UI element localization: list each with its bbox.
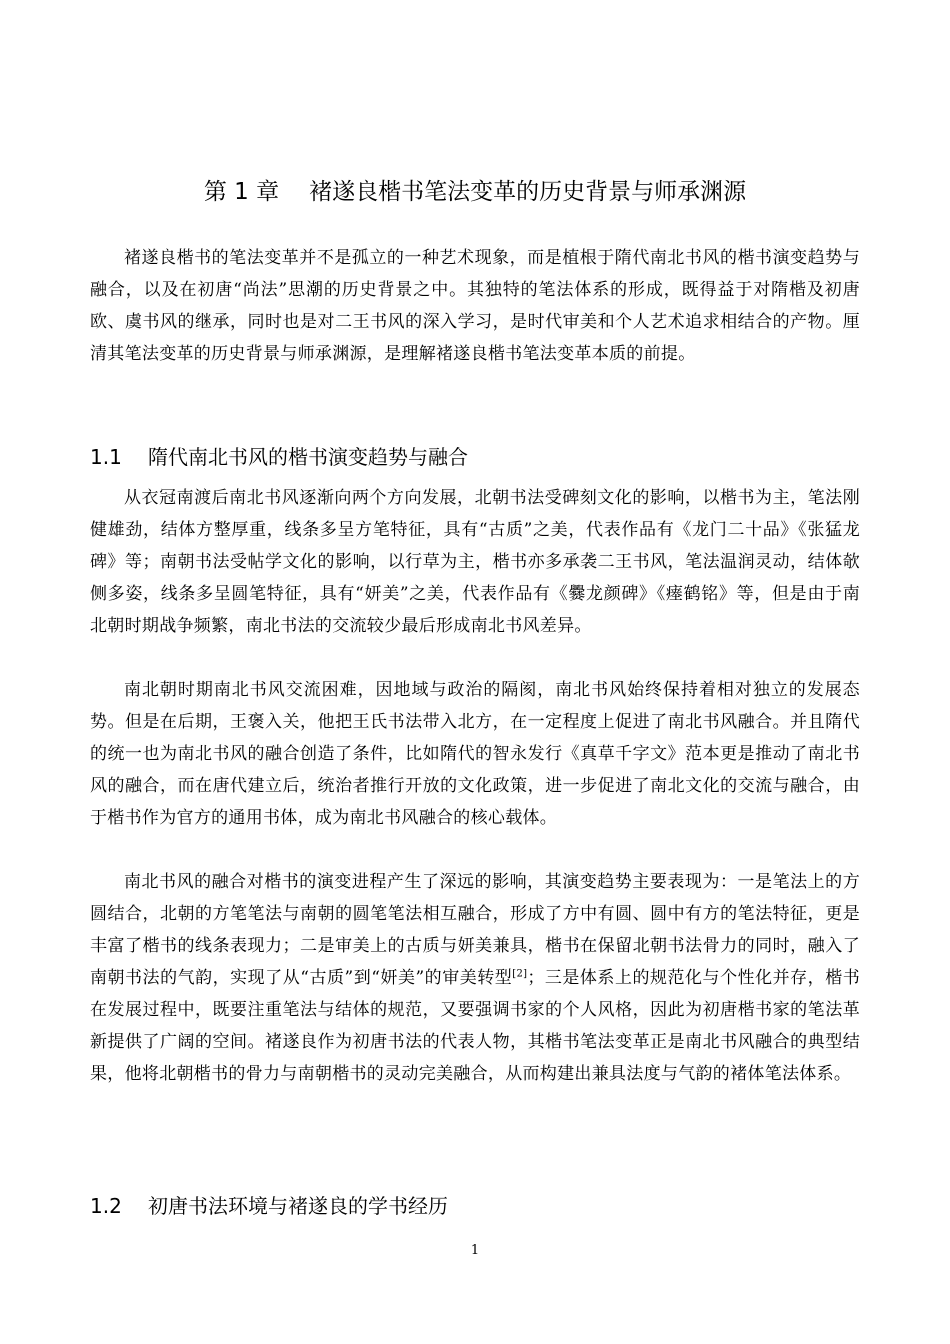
section-1-1-paragraph-2: 南北朝时期南北书风交流困难，因地域与政治的隔阂，南北书风始终保持着相对独立的发展态势。但是在后期，王褒入关，他把王氏书法带入北方，在一定程度上促进了南北书风融合。并且隋代的统一也为南北书风的融合创造了条件，比如隋代的智永发行《真草千字文》范本更是推动了南北书风的融合，而在唐代建立后，统治者推行开放的文化政策，进一步促进了南北文化的交流与融合，由于楷书作为官方的通用书体，成为南北书风融合的核心载体。 xyxy=(90,680,860,828)
section-heading-1-1 xyxy=(90,441,860,473)
section-1-1-paragraph-1: 从衣冠南渡后南北书风逐渐向两个方向发展，北朝书法受碑刻文化的影响，以楷书为主，笔法刚健雄劲，结体方整厚重，线条多呈方笔特征，具有“古质”之美，代表作品有《龙门二十品》《张猛龙碑》等；南朝书法受帖学文化的影响，以行草为主，楷书亦多承袭二王书风，笔法温润灵动，结体欹侧多姿，线条多呈圆笔特征，具有“妍美”之美，代表作品有《爨龙颜碑》《瘗鹤铭》等，但是由于南北朝时期战争频繁，南北书法的交流较少最后形成南北书风差异。 xyxy=(90,488,860,636)
section-title: 初唐书法环境与褚遂良的学书经历 xyxy=(148,1194,448,1218)
section-number: 1.2 xyxy=(90,1194,122,1218)
page-number: 1 xyxy=(470,1243,480,1258)
chapter-number: 第 1 章 xyxy=(203,179,280,205)
section-number: 1.1 xyxy=(90,445,122,469)
intro-paragraph: 褚遂良楷书的笔法变革并不是孤立的一种艺术现象，而是植根于隋代南北书风的楷书演变趋势与融合，以及在初唐“尚法”思潮的历史背景之中。其独特的笔法体系的形成，既得益于对隋楷及初唐欧、虞书风的继承，同时也是对二王书风的深入学习，是时代审美和个人艺术追求相结合的产物。厘清其笔法变革的历史背景与师承渊源，是理解褚遂良楷书笔法变革本质的前提。 xyxy=(90,248,860,364)
chapter-title-text: 褚遂良楷书笔法变革的历史背景与师承渊源 xyxy=(309,179,747,205)
reference-marker[interactable]: [2] xyxy=(512,968,528,980)
paragraph-text: ；三是体系上的规范化与个性化并存，楷书在发展过程中，既要注重笔法与结体的规范，又要强调书家的个人风格，因此为初唐楷书家的笔法革新提供了广阔的空间。褚遂良作为初唐书法的代表人物，其楷书笔法变革正是南北书风融合的典型结果，他将北朝楷书的骨力与南朝楷书的灵动完美融合，从而构建出兼具法度与气韵的褚体笔法体系。 xyxy=(90,968,861,1084)
chapter-title xyxy=(90,174,860,210)
section-1-1-paragraph-3 xyxy=(90,866,860,1090)
paragraph-text: 南北书风的融合对楷书的演变进程产生了深远的影响，其演变趋势主要表现为：一是笔法上的方圆结合，北朝的方笔笔法与南朝的圆笔笔法相互融合，形成了方中有圆、圆中有方的笔法特征，更是丰富了楷书的线条表现力；二是审美上的古质与妍美兼具，楷书在保留北朝书法骨力的同时，融入了南朝书法的气韵，实现了从“古质”到“妍美”的审美转型 xyxy=(90,872,860,988)
section-heading-1-2 xyxy=(90,1190,860,1222)
section-title: 隋代南北书风的楷书演变趋势与融合 xyxy=(148,445,468,469)
